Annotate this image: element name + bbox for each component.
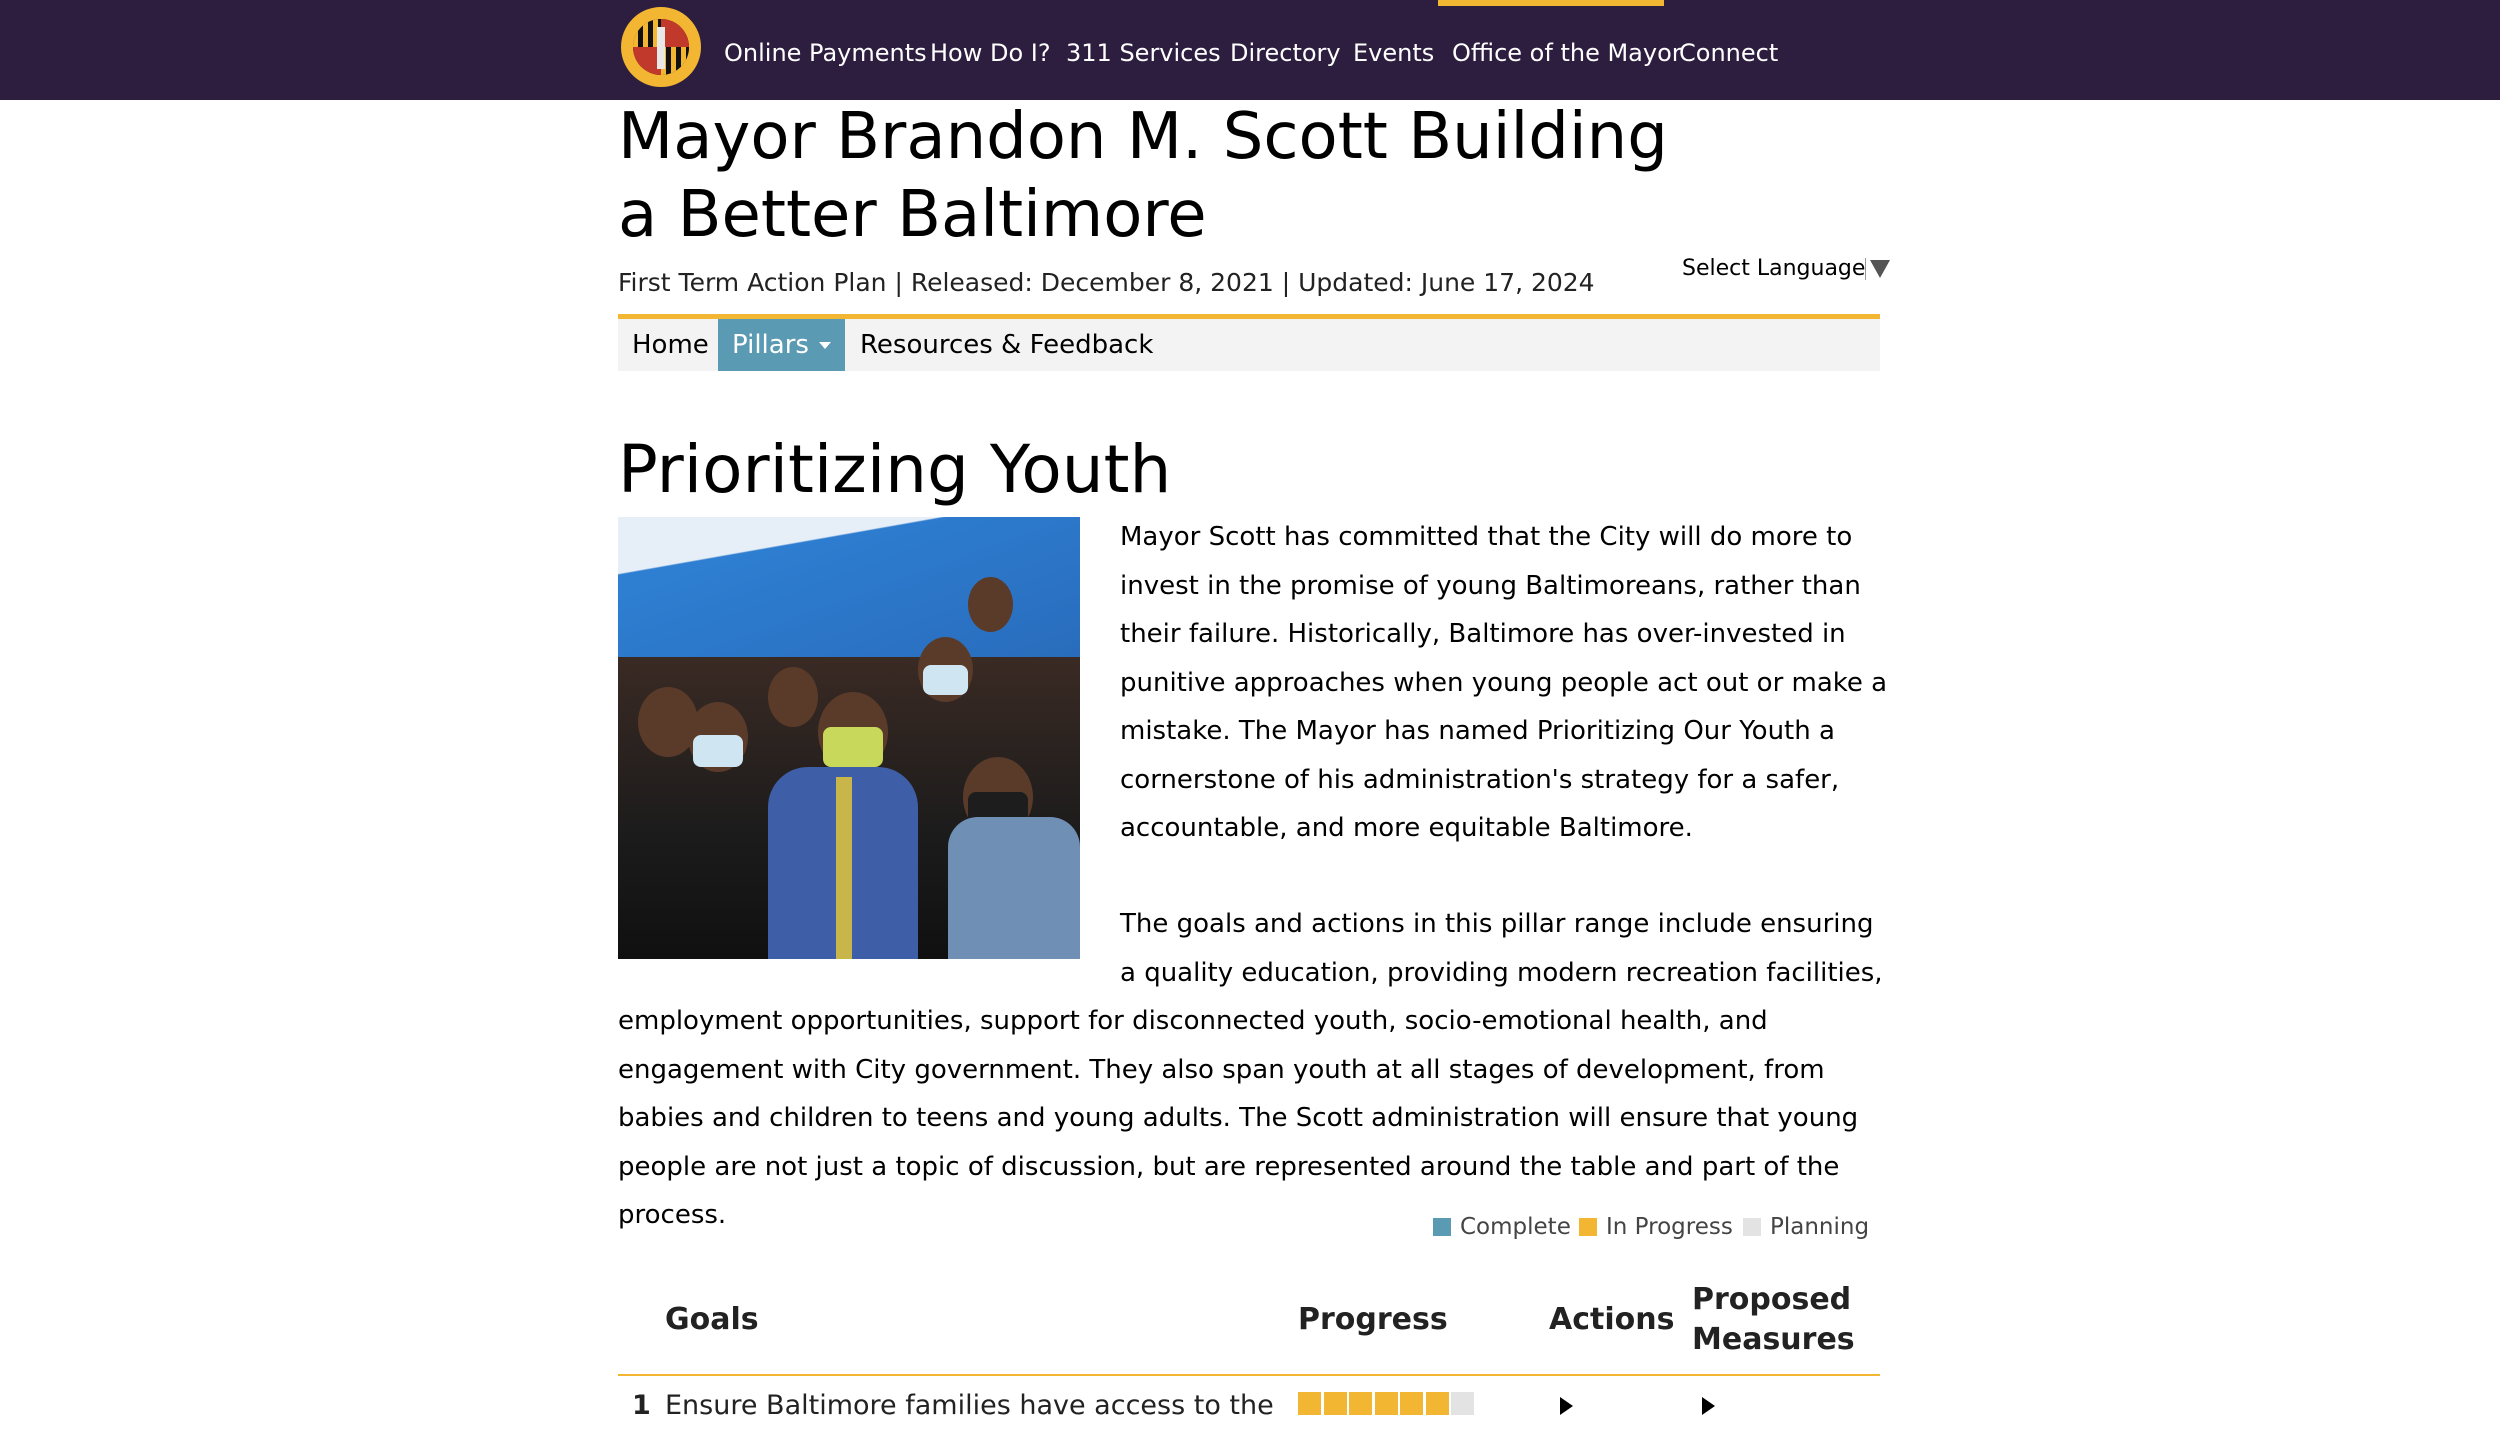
language-select[interactable] [1682, 256, 1890, 281]
legend-in-progress-label: In Progress [1606, 1214, 1733, 1240]
progress-segment-in-progress [1375, 1392, 1398, 1415]
complete-swatch [1433, 1218, 1451, 1236]
youth-group-photo [618, 517, 1080, 959]
subnav-resources-feedback[interactable]: Resources & Feedback [860, 330, 1154, 360]
progress-segment-in-progress [1426, 1392, 1449, 1415]
progress-segment-in-progress [1400, 1392, 1423, 1415]
legend-complete-label: Complete [1460, 1214, 1571, 1240]
page-title: Mayor Brandon M. Scott Building a Better Baltimore [618, 100, 1668, 252]
proposed-measures-line2: Measures [1692, 1322, 1855, 1357]
subnav-home[interactable]: Home [632, 330, 709, 360]
progress-segment-in-progress [1324, 1392, 1347, 1415]
legend-planning [1743, 1214, 1869, 1244]
language-select-label: Select Language [1682, 256, 1866, 281]
nav-office-of-the-mayor[interactable]: Office of the Mayor [1452, 39, 1682, 67]
nav-events[interactable]: Events [1353, 39, 1435, 67]
pillar-paragraph-start: The goals and actions in this pillar range include ensuring a quality education, providing modern recreation facilities, [1120, 909, 1883, 988]
nav-connect[interactable]: Connect [1679, 39, 1779, 67]
proposed-measures-line1: Proposed [1692, 1282, 1852, 1317]
legend-planning-label: Planning [1770, 1214, 1870, 1240]
expand-measures-icon[interactable] [1702, 1397, 1715, 1415]
table-header-divider [618, 1374, 1880, 1376]
intro-paragraph: Mayor Scott has committed that the City will do more to invest in the promise of young Baltimoreans, rather than their failure. Historically, Baltimore has over-invested in punitive approaches when young people act out or make a mistake. The Mayor has named Prioritizing Our Youth a cornerstone of his administration's strategy for a safer, accountable, and more equitable Baltimore. [1120, 522, 1888, 843]
goal-text: Ensure Baltimore families have access to the [665, 1390, 1274, 1421]
nav-online-payments[interactable]: Online Payments [724, 39, 927, 67]
goal-progress-bar [1298, 1392, 1477, 1415]
seal-emblem-icon [633, 19, 689, 75]
nav-311-services[interactable]: 311 Services [1066, 39, 1221, 67]
pillar-subnav [618, 314, 1880, 371]
pillar-paragraph-continued: employment opportunities, support for disconnected youth, socio-emotional health, and engagement with City government. They also span youth at all stages of development, from babies and children to teens and young adults. The Scott administration will ensure that young people are not just a topic of discussion, but are represented around the table and part of the process. [618, 1006, 1859, 1230]
subnav-pillars-label: Pillars [732, 330, 809, 360]
expand-actions-icon[interactable] [1560, 1397, 1573, 1415]
progress-segment-in-progress [1349, 1392, 1372, 1415]
top-navigation-bar [0, 0, 2500, 100]
proposed-measures-column-header [1692, 1280, 1855, 1360]
chevron-down-icon [819, 342, 831, 349]
language-select-divider [1865, 258, 1866, 280]
city-seal-logo[interactable] [618, 4, 704, 90]
progress-segment-in-progress [1298, 1392, 1321, 1415]
legend-complete [1433, 1214, 1571, 1244]
subnav-pillars[interactable] [718, 319, 845, 371]
section-heading: Prioritizing Youth [618, 431, 1172, 508]
progress-segment-planning [1451, 1392, 1474, 1415]
nav-how-do-i[interactable]: How Do I? [930, 39, 1051, 67]
plan-subtitle: First Term Action Plan | Released: December 8, 2021 | Updated: June 17, 2024 [618, 268, 1595, 297]
goals-column-header: Goals [665, 1302, 759, 1337]
progress-column-header: Progress [1298, 1302, 1448, 1337]
legend-in-progress [1579, 1214, 1733, 1244]
goal-number: 1 [632, 1390, 651, 1421]
planning-swatch [1743, 1218, 1761, 1236]
actions-column-header: Actions [1549, 1302, 1675, 1337]
dropdown-arrow-icon [1870, 260, 1890, 278]
in-progress-swatch [1579, 1218, 1597, 1236]
nav-directory[interactable]: Directory [1230, 39, 1341, 67]
